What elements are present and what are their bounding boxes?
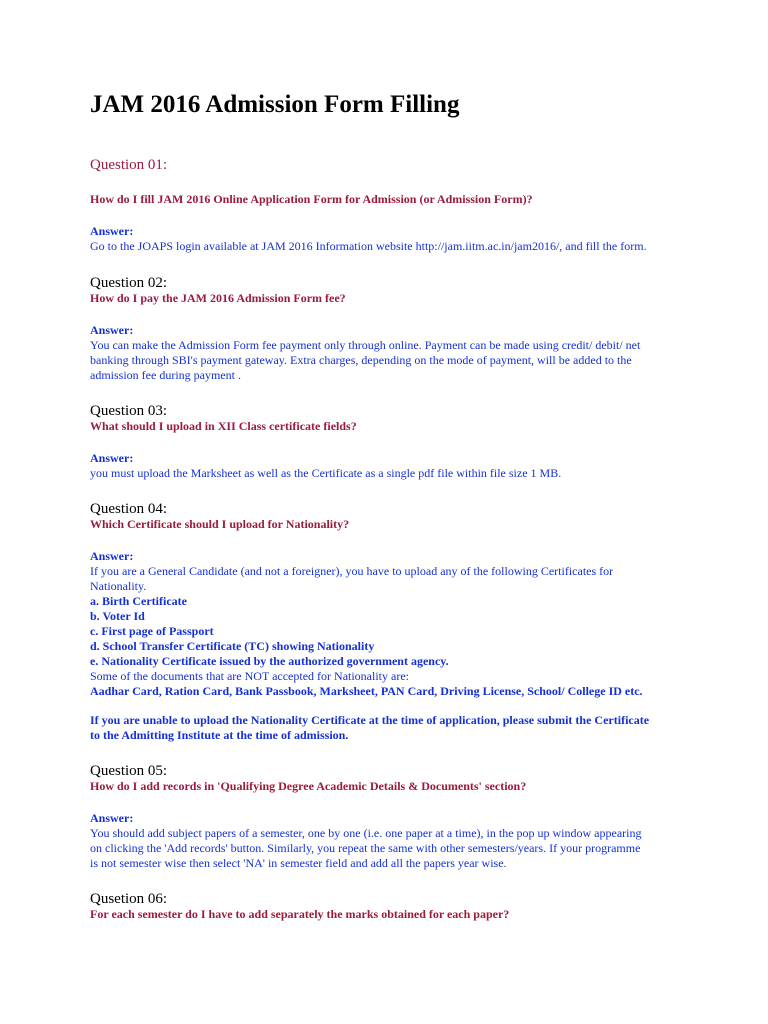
- accepted-item-nationality-certificate: e. Nationality Certificate issued by the authorized government agency.: [90, 654, 449, 668]
- question-01-label: Question 01:: [90, 157, 168, 173]
- answer-04: [90, 549, 690, 699]
- answer-label: Answer:: [90, 323, 134, 337]
- accepted-item-passport: c. First page of Passport: [90, 624, 214, 638]
- question-05-label: Question 05:: [90, 763, 168, 779]
- answer-05-line: is not semester wise then select 'NA' in semester field and add all the papers year wise.: [90, 856, 507, 870]
- nationality-note-line: to the Admitting Institute at the time of admission.: [90, 728, 349, 742]
- accepted-item-voter-id: b. Voter Id: [90, 609, 145, 623]
- answer-label: Answer:: [90, 451, 134, 465]
- accepted-item-birth-certificate: a. Birth Certificate: [90, 594, 187, 608]
- question-04-text: Which Certificate should I upload for Nationality?: [90, 517, 350, 531]
- nationality-note-line: If you are unable to upload the Nationality Certificate at the time of application, please submit the Certificate: [90, 713, 650, 727]
- answer-02: [90, 323, 690, 383]
- not-accepted-list: Aadhar Card, Ration Card, Bank Passbook, Marksheet, PAN Card, Driving License, School/ College ID etc.: [90, 684, 643, 698]
- question-05-text: How do I add records in 'Qualifying Degree Academic Details & Documents' section?: [90, 779, 527, 793]
- question-02-text: How do I pay the JAM 2016 Admission Form fee?: [90, 291, 346, 305]
- answer-03: [90, 451, 690, 481]
- answer-label: Answer:: [90, 549, 134, 563]
- answer-01-text: Go to the JOAPS login available at JAM 2016 Information website http://jam.iitm.ac.in/jam2016/, and fill the form.: [90, 239, 647, 253]
- page-title: JAM 2016 Admission Form Filling: [90, 91, 460, 118]
- answer-05: [90, 811, 690, 871]
- not-accepted-intro: Some of the documents that are NOT accepted for Nationality are:: [90, 669, 409, 683]
- nationality-note: [90, 713, 690, 743]
- answer-label: Answer:: [90, 224, 134, 238]
- answer-04-intro-line: If you are a General Candidate (and not a foreigner), you have to upload any of the following Certificates for: [90, 564, 614, 578]
- question-04-label: Question 04:: [90, 501, 168, 517]
- answer-04-intro-line: Nationality.: [90, 579, 147, 593]
- answer-label: Answer:: [90, 811, 134, 825]
- accepted-item-transfer-certificate: d. School Transfer Certificate (TC) showing Nationality: [90, 639, 375, 653]
- answer-01: [90, 224, 690, 254]
- answer-02-line: You can make the Admission Form fee payment only through online. Payment can be made using credit/ debit/ net: [90, 338, 641, 352]
- question-01-text: How do I fill JAM 2016 Online Application Form for Admission (or Admission Form)?: [90, 192, 533, 206]
- question-06-text: For each semester do I have to add separately the marks obtained for each paper?: [90, 907, 510, 921]
- answer-02-line: admission fee during payment .: [90, 368, 241, 382]
- question-03-text: What should I upload in XII Class certificate fields?: [90, 419, 357, 433]
- answer-02-line: banking through SBI's payment gateway. Extra charges, depending on the mode of payment, will be added to the: [90, 353, 632, 367]
- question-02-label: Question 02:: [90, 275, 168, 291]
- answer-05-line: on clicking the 'Add records' button. Similarly, you repeat the same with other semesters/years. If your programme: [90, 841, 641, 855]
- answer-03-text: you must upload the Marksheet as well as the Certificate as a single pdf file within file size 1 MB.: [90, 466, 562, 480]
- answer-05-line: You should add subject papers of a semester, one by one (i.e. one paper at a time), in the pop up window appearing: [90, 826, 642, 840]
- question-03-label: Question 03:: [90, 403, 168, 419]
- question-06-label: Qusetion 06:: [90, 891, 168, 907]
